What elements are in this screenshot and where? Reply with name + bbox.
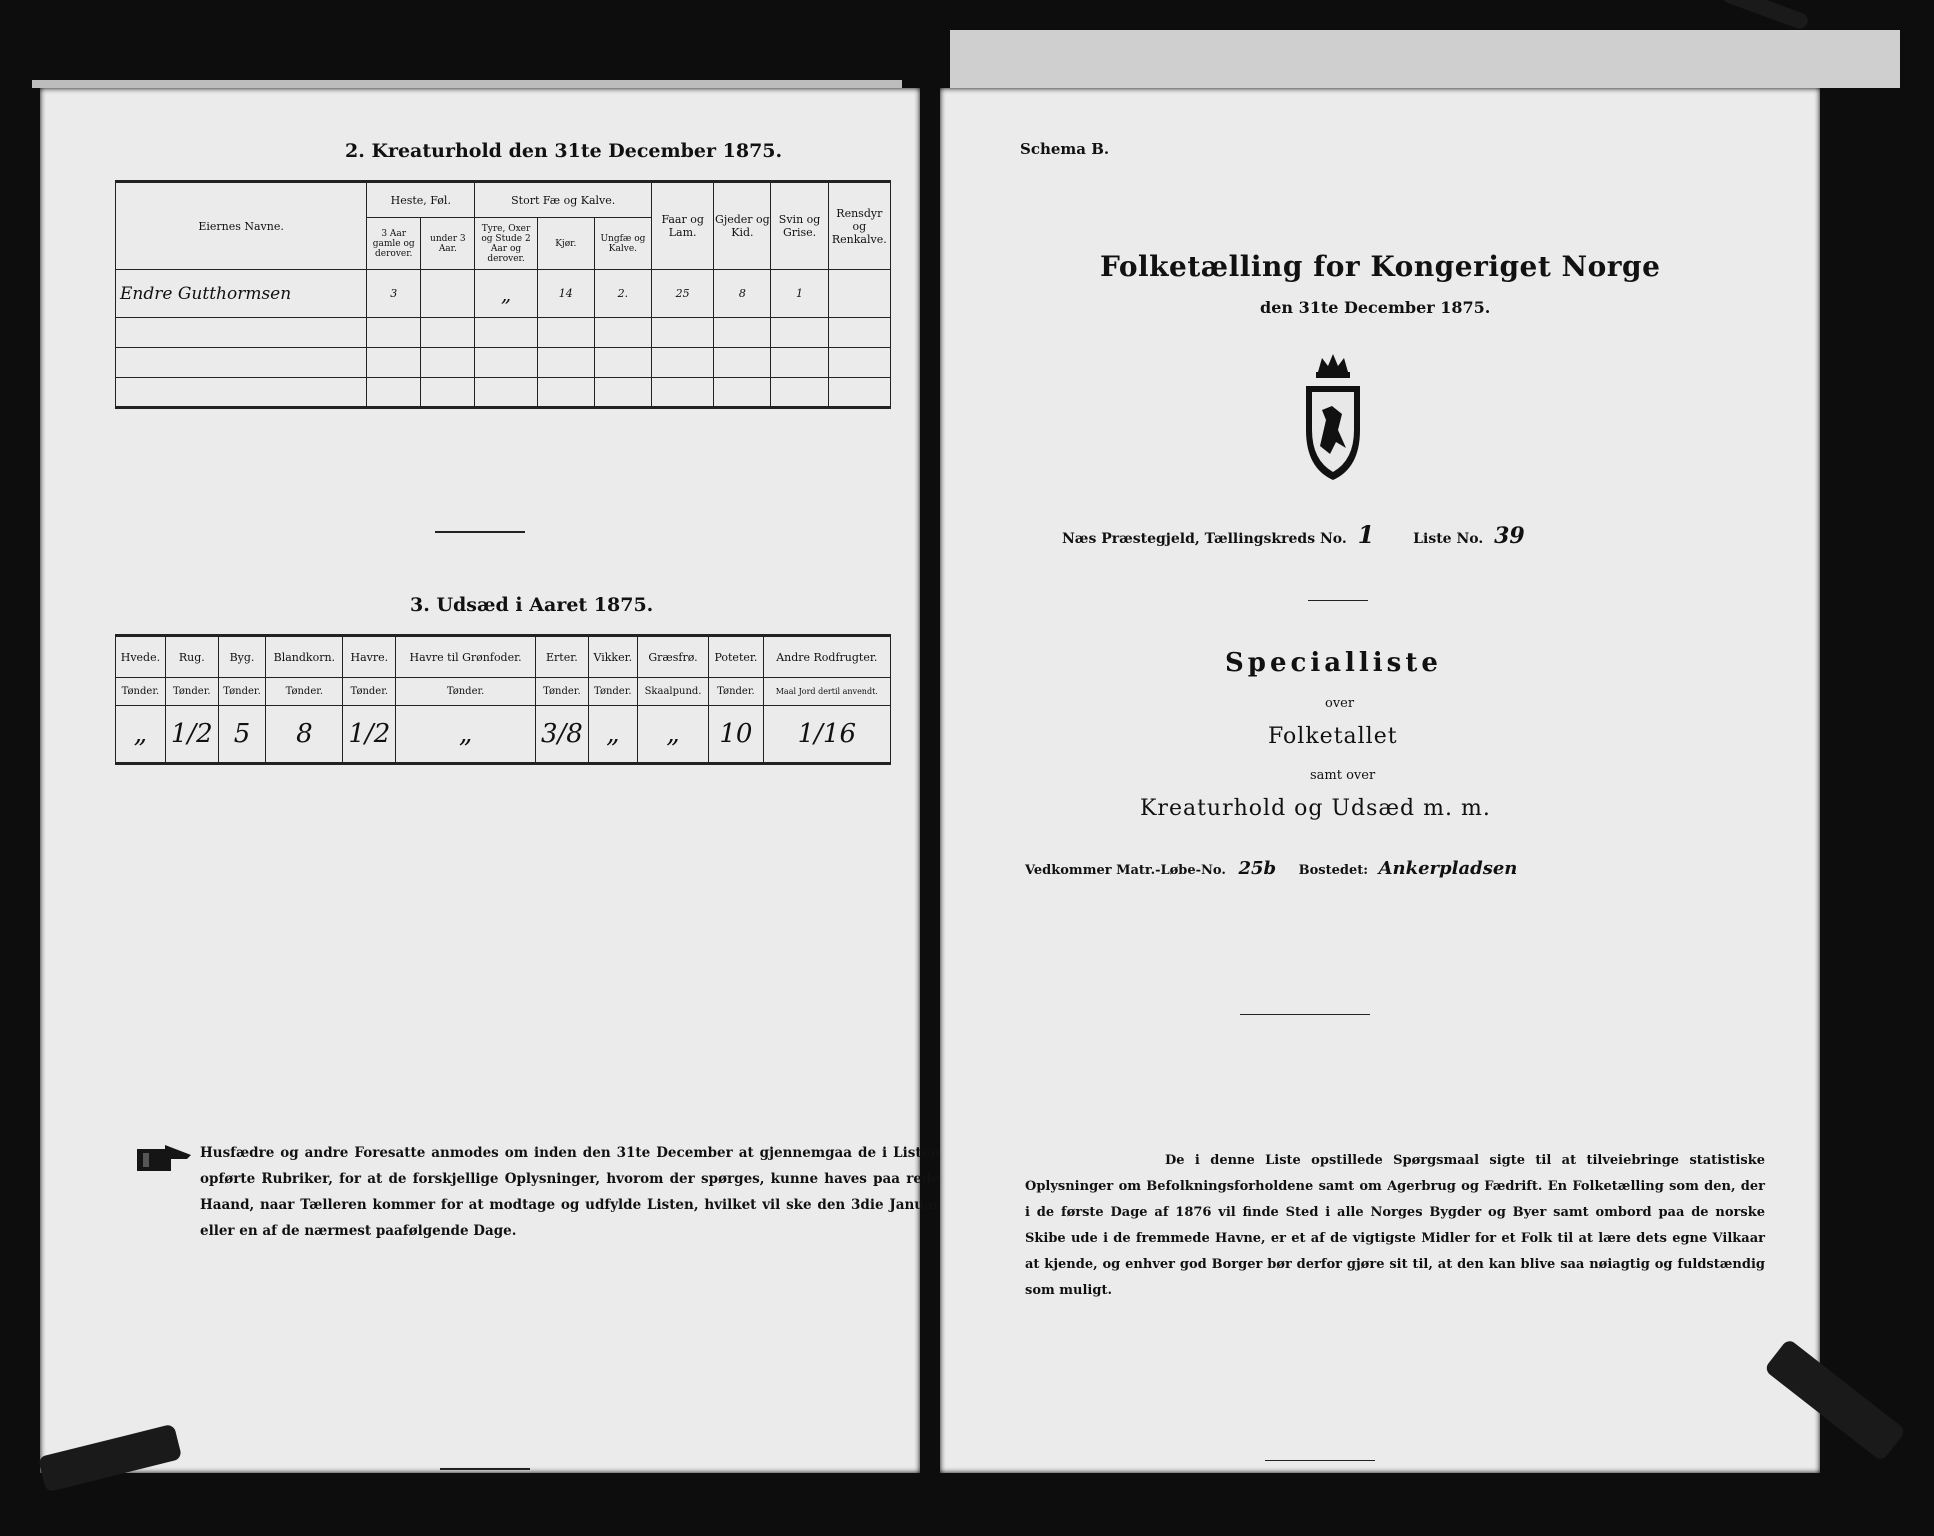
seed-unit-0: Tønder. (116, 678, 166, 706)
col-owner: Eiernes Navne. (116, 182, 367, 270)
seed-unit-9: Tønder. (709, 678, 763, 706)
seed-col-0: Hvede. (116, 636, 166, 678)
col-young: Ungfæ og Kalve. (594, 218, 651, 270)
seed-unit-10: Maal Jord dertil anvendt. (763, 678, 890, 706)
seed-unit-3: Tønder. (266, 678, 343, 706)
seed-unit-2: Tønder. (218, 678, 266, 706)
left-page (40, 88, 940, 1473)
page-edge-right (950, 30, 1900, 88)
over-text: over (1325, 696, 1355, 711)
col-horses-3plus: 3 Aar gamle og derover. (367, 218, 421, 270)
folketallet-text: Folketallet (1268, 724, 1398, 749)
seed-col-1: Rug. (165, 636, 218, 678)
list-label: Liste No. (1413, 531, 1484, 547)
seed-row (116, 706, 891, 764)
col-bulls: Tyre, Oxer og Stude 2 Aar og derover. (475, 218, 537, 270)
col-horses-under3: under 3 Aar. (421, 218, 475, 270)
page-edge-left (32, 80, 902, 88)
seed-value-9: 10 (709, 706, 763, 764)
list-number: 39 (1494, 523, 1525, 549)
pointing-hand-icon (135, 1143, 193, 1173)
divider (1308, 600, 1368, 601)
bosted-label: Bostedet: (1298, 863, 1369, 878)
section2-title: 2. Kreaturhold den 31te December 1875. (345, 140, 783, 162)
divider-bottom (1265, 1460, 1375, 1461)
seed-table (115, 634, 891, 765)
livestock-row-empty (116, 348, 891, 378)
col-pigs: Svin og Grise. (771, 182, 828, 270)
district-number: 1 (1357, 520, 1375, 549)
document-date: den 31te December 1875. (1260, 298, 1491, 317)
young-value: 2. (594, 270, 651, 318)
seed-col-8: Græsfrø. (637, 636, 708, 678)
seed-col-7: Vikker. (588, 636, 637, 678)
section3-title: 3. Udsæd i Aaret 1875. (410, 594, 654, 616)
seed-col-2: Byg. (218, 636, 266, 678)
livestock-row (116, 270, 891, 318)
seed-col-5: Havre til Grønfoder. (396, 636, 536, 678)
seed-col-6: Erter. (535, 636, 588, 678)
seed-unit-4: Tønder. (343, 678, 396, 706)
matr-label: Vedkommer Matr.-Løbe-No. (1025, 863, 1226, 878)
cows-value: 14 (537, 270, 594, 318)
specialliste-heading: Specialliste (1225, 648, 1442, 678)
binding-clip-top (1720, 0, 1810, 31)
seed-value-4: 1/2 (343, 706, 396, 764)
livestock-table (115, 180, 891, 409)
matr-number: 25b (1238, 858, 1277, 879)
document-title: Folketælling for Kongeriget Norge (1100, 250, 1661, 283)
notice-text: Husfædre og andre Foresatte anmodes om inden den 31te December at gjennemgaa de i Listen opførte Rubriker, for at de forskjellige Oplysninger, hvorom der spørges, kunne haves paa rede Haand, naar Tælleren kommer for at modtage og udfylde Listen, hvilket vil ske den 3die Januar eller en af de nærmest paafølgende Dage. (200, 1145, 940, 1239)
seed-col-9: Poteter. (709, 636, 763, 678)
owner-name: Endre Gutthormsen (116, 270, 367, 318)
col-goats: Gjeder og Kid. (714, 182, 771, 270)
sheep-value: 25 (652, 270, 714, 318)
seed-unit-6: Tønder. (535, 678, 588, 706)
seed-col-4: Havre. (343, 636, 396, 678)
seed-value-1: 1/2 (165, 706, 218, 764)
goats-value: 8 (714, 270, 771, 318)
seed-value-2: 5 (218, 706, 266, 764)
seed-unit-5: Tønder. (396, 678, 536, 706)
seed-unit-7: Tønder. (588, 678, 637, 706)
seed-value-5: „ (396, 706, 536, 764)
seed-col-3: Blandkorn. (266, 636, 343, 678)
seed-col-10: Andre Rodfrugter. (763, 636, 890, 678)
col-sheep: Faar og Lam. (652, 182, 714, 270)
parish-label: Næs Præstegjeld, Tællingskreds No. (1062, 531, 1347, 547)
livestock-row-empty (116, 378, 891, 408)
divider (435, 531, 525, 533)
seed-value-0: „ (116, 706, 166, 764)
col-cattle: Stort Fæ og Kalve. (475, 182, 652, 218)
seed-value-10: 1/16 (763, 706, 890, 764)
divider (1240, 1014, 1370, 1015)
col-cows: Kjør. (537, 218, 594, 270)
seed-value-7: „ (588, 706, 637, 764)
livestock-row-empty (116, 318, 891, 348)
matr-line (1025, 858, 1517, 879)
footer-text: De i denne Liste opstillede Spørgsmaal sigte til at tilveiebringe statistiske Oplysninger om Befolkningsforholdene samt om Agerbrug og Fædrift. En Folketælling som den, der i de første Dage af 1876 vil finde Sted i alle Norges Bygder og Byer samt ombord paa de norske Skibe ude i de fremmede Havne, er et af de vigtigste Midler for et Folk til at lære dets egne Vilkaar at kjende, og enhver god Borger bør derfor gjøre sit til, at den kan blive saa nøiagtig og fuldstændig som muligt. (1025, 1153, 1765, 1298)
kreaturhold-heading: Kreaturhold og Udsæd m. m. (1140, 796, 1491, 821)
right-page (940, 88, 1820, 1473)
schema-label: Schema B. (1020, 140, 1110, 158)
parish-line (1062, 520, 1525, 549)
pigs-value: 1 (771, 270, 828, 318)
horses-under3-value (421, 270, 475, 318)
seed-value-8: „ (637, 706, 708, 764)
samt-over-text: samt over (1310, 768, 1376, 783)
seed-unit-1: Tønder. (165, 678, 218, 706)
col-horses: Heste, Føl. (367, 182, 475, 218)
bulls-value: „ (475, 270, 537, 318)
bosted-value: Ankerpladsen (1378, 858, 1518, 879)
reindeer-value (828, 270, 890, 318)
seed-value-6: 3/8 (535, 706, 588, 764)
coat-of-arms-icon (1298, 350, 1368, 482)
seed-value-3: 8 (266, 706, 343, 764)
seed-unit-8: Skaalpund. (637, 678, 708, 706)
col-reindeer: Rensdyr og Renkalve. (828, 182, 890, 270)
divider-bottom (440, 1468, 530, 1470)
horses-3plus-value: 3 (367, 270, 421, 318)
